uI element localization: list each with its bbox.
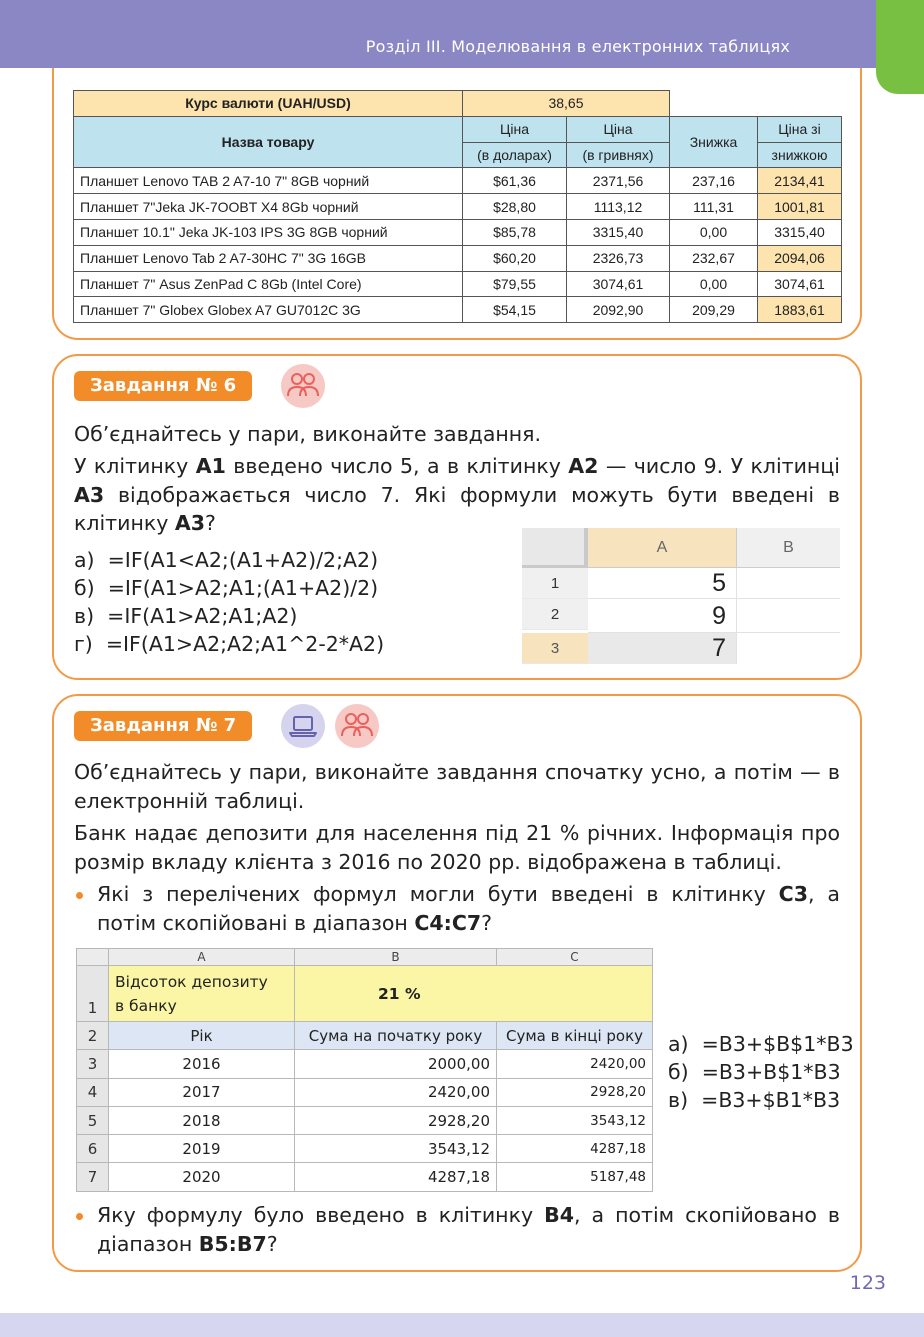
table-row: 6 2019 3543,12 4287,18 — [77, 1135, 653, 1163]
price-table — [73, 90, 842, 323]
task7-badge: Завдання № 7 — [74, 711, 252, 741]
chapter-tab — [876, 0, 924, 94]
cell-a3: 7 — [588, 633, 736, 664]
column-header-a: A — [109, 949, 295, 966]
mini-spreadsheet — [522, 528, 840, 664]
task6-intro: Об’єднайтесь у пари, виконайте завдання. — [74, 422, 542, 446]
header-uah-2: (в гривнях) — [567, 142, 670, 168]
table-row: Планшет 7"Jeka JK-7OOBT X4 8Gb чорний $28,80 1113,12 111,31 1001,81 — [74, 194, 842, 220]
column-headers — [77, 949, 653, 966]
bullet-dot — [76, 892, 83, 899]
table-row: Планшет 7" Globex Globex A7 GU7012C 3G $54,15 2092,90 209,29 1883,61 — [74, 297, 842, 323]
cell-a1: 5 — [588, 568, 736, 599]
table-row: Планшет 10.1" Jeka JK-103 IPS 3G 8GB чорний $85,78 3315,40 0,00 3315,40 — [74, 219, 842, 245]
price-rate-row — [74, 91, 842, 117]
table-header-row: 2 Рік Сума на початку року Сума в кінці року — [77, 1022, 653, 1050]
deposit-percent: 21 % — [295, 966, 653, 1022]
table-row: 7 2020 4287,18 5187,48 — [77, 1163, 653, 1191]
chapter-title: Розділ III. Моделювання в електронних таблицях — [365, 37, 790, 56]
header-final-1: Ціна зі — [758, 116, 842, 142]
header-usd-2: (в доларах) — [463, 142, 567, 168]
page-number: 123 — [849, 1272, 886, 1294]
task7-bank-info: Банк надає депозити для населення під 21 % річних. Інформація про розмір вкладу клієнта з 2016 по 2020 рр. відображена в таблиці. — [74, 821, 840, 874]
task7-option-b: б) =B3+B$1*B3 — [668, 1060, 841, 1084]
task6-option-c: в) =IF(A1>A2;A1;A2) — [74, 604, 298, 628]
header-name: Назва товару — [74, 116, 463, 168]
rate-value: 38,65 — [463, 91, 670, 117]
task6-option-a: а) =IF(A1<A2;(A1+A2)/2;A2) — [74, 548, 379, 572]
cell-b3 — [736, 633, 840, 664]
select-all-corner — [522, 528, 588, 568]
header-discount: Знижка — [670, 116, 758, 168]
cell-a2: 9 — [588, 599, 736, 633]
task7-question-1: Які з перелічених формул могли бути введені в клітинку C3, а потім скопійовані в діапазон C4:C7? — [97, 882, 840, 935]
table-row: 4 2017 2420,00 2928,20 — [77, 1078, 653, 1106]
table-row: Планшет Lenovo TAB 2 A7-10 7" 8GB чорний $61,36 2371,56 237,16 2134,41 — [74, 168, 842, 194]
task6-badge: Завдання № 6 — [74, 371, 252, 401]
table-row: Планшет 7" Asus ZenPad C 8Gb (Intel Core) $79,55 3074,61 0,00 3074,61 — [74, 271, 842, 297]
header-uah-1: Ціна — [567, 116, 670, 142]
task6-question: У клітинку A1 введено число 5, а в клітинку A2 — число 9. У клітинці A3 відображається число 7. Які формули можуть бути введені в клітинку A3? — [74, 454, 840, 535]
header-final-2: знижкою — [758, 142, 842, 168]
column-header-b: B — [295, 949, 497, 966]
column-header-a: A — [588, 528, 736, 568]
footer-band — [0, 1313, 924, 1337]
task6-option-b: б) =IF(A1>A2;A1;(A1+A2)/2) — [74, 576, 379, 600]
task7-option-a: а) =B3+$B$1*B3 — [668, 1032, 854, 1056]
column-header-b: B — [736, 528, 840, 568]
table-row: 3 2016 2000,00 2420,00 — [77, 1050, 653, 1078]
row-header-1: 1 — [522, 568, 588, 599]
price-header-row — [74, 116, 842, 142]
task7-option-c: в) =B3+$B1*B3 — [668, 1088, 841, 1112]
pair-work-icon — [281, 364, 325, 408]
task6-option-d: г) =IF(A1>A2;A2;A1^2-2*A2) — [74, 632, 385, 656]
column-header-c: C — [497, 949, 653, 966]
row-header-3: 3 — [522, 633, 588, 664]
cell-b2 — [736, 599, 840, 633]
chapter-header — [0, 0, 876, 68]
pair-work-icon — [335, 704, 379, 748]
deposit-spreadsheet — [76, 948, 653, 1192]
header-usd-1: Ціна — [463, 116, 567, 142]
deposit-label: Відсоток депозиту в банку — [109, 966, 295, 1022]
laptop-icon — [281, 704, 325, 748]
table-row: 5 2018 2928,20 3543,12 — [77, 1106, 653, 1134]
task7-intro: Об’єднайтесь у пари, виконайте завдання спочатку усно, а потім — в електронній таблиці. — [74, 760, 840, 813]
table-row: 1 Відсоток депозиту в банку 21 % — [77, 966, 653, 1022]
rate-label: Курс валюти (UAH/USD) — [74, 91, 463, 117]
row-header-2: 2 — [522, 599, 588, 630]
task7-question-2: Яку формулу було введено в клітинку B4, а потім скопійовано в діапазон B5:B7? — [97, 1203, 840, 1256]
table-row: Планшет Lenovo Tab 2 A7-30HC 7" 3G 16GB $60,20 2326,73 232,67 2094,06 — [74, 245, 842, 271]
cell-b1 — [736, 568, 840, 599]
bullet-dot — [76, 1213, 83, 1220]
